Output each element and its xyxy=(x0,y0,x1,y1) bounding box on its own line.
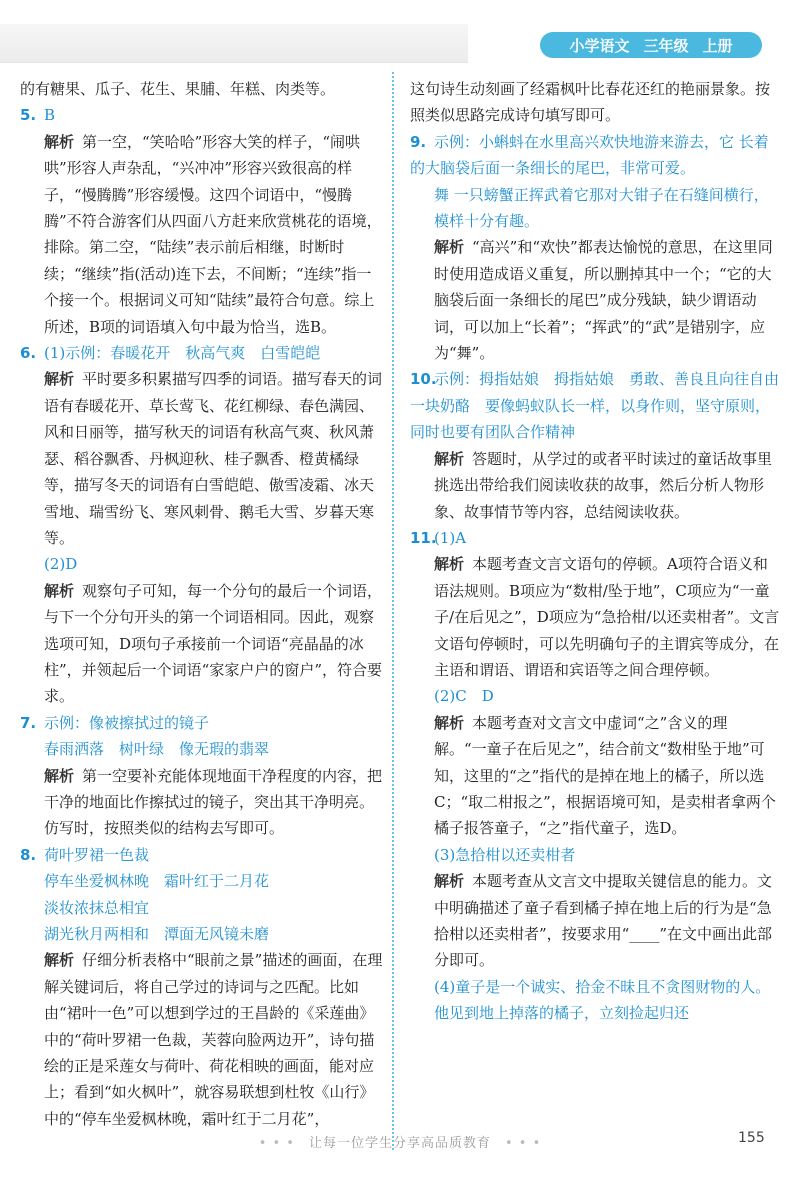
question-answer xyxy=(410,129,780,182)
analysis-label: 解析 xyxy=(434,872,465,891)
analysis-paragraph xyxy=(20,366,384,551)
page-number: 155 xyxy=(738,1130,765,1146)
answer-text: (1)A xyxy=(434,528,467,547)
answer-line: 停车坐爱枫林晚 霜叶红于二月花 xyxy=(44,872,270,891)
analysis-label: 解析 xyxy=(434,555,465,574)
question-answer xyxy=(410,366,795,445)
question-number: 8. xyxy=(20,845,37,864)
question-number: 9. xyxy=(410,132,427,151)
question-answer xyxy=(410,525,780,551)
question-number: 6. xyxy=(20,344,37,363)
analysis-paragraph xyxy=(410,446,780,525)
analysis-text: 本题考查文言文语句的停顿。A项符合语义和语法规则。B项应为“数柑/坠于地”，C项应为“一童子/在后见之”，D项应为“急拾柑/以还卖柑者”。文言文语句停顿时，可以先明确句子的主谓宾等成分，在主语和谓语、谓语和宾语等之间合理停顿。 xyxy=(434,555,780,679)
analysis-text: 第一空要补充能体现地面干净程度的内容，把干净的地面比作擦拭过的镜子，突出其干净明亮。仿写时，按照类似的结构去写即可。 xyxy=(44,766,383,838)
question-number: 10. xyxy=(410,370,437,389)
analysis-paragraph xyxy=(20,578,384,710)
question-answer xyxy=(20,102,384,128)
text-paragraph: 这句诗生动刻画了经霜枫叶比春花还红的艳丽景象。按照类似思路完成诗句填写即可。 xyxy=(410,80,771,125)
header-band xyxy=(0,24,468,63)
badge-volume: 上册 xyxy=(702,36,733,55)
answer-text: 示例：像被擦拭过的镜子 xyxy=(44,713,210,732)
question-answer xyxy=(20,710,384,736)
left-column xyxy=(20,76,384,1132)
analysis-label: 解析 xyxy=(434,449,465,468)
analysis-paragraph xyxy=(410,710,780,842)
analysis-text: 观察句子可知，每一个分句的最后一个词语，与下一个分句开头的第一个词语相同。因此，观察选项可知，D项句子承接前一个词语“亮晶晶的冰柱”，并领起后一个词语“家家户户的窗户”，符合要求。 xyxy=(44,581,383,706)
answer-line: (2)C D xyxy=(434,687,494,706)
column-divider xyxy=(392,72,394,1150)
answer-line: 春雨洒落 树叶绿 像无瑕的翡翠 xyxy=(44,740,270,759)
analysis-text: 本题考查从文言文中提取关键信息的能力。文中明确描述了童子看到橘子掉在地上后的行为是“急拾柑以还卖柑者”，按要求用“____”在文中画出此部分即可。 xyxy=(434,872,773,970)
analysis-paragraph xyxy=(20,763,384,842)
analysis-paragraph xyxy=(20,947,384,1132)
analysis-label: 解析 xyxy=(44,370,75,389)
question-answer xyxy=(20,340,384,366)
badge-grade: 三年级 xyxy=(643,36,689,55)
answer-text: B xyxy=(44,106,56,125)
badge-subject: 小学语文 xyxy=(569,36,630,55)
book-badge xyxy=(540,32,762,58)
analysis-label: 解析 xyxy=(44,951,75,970)
answer-text: 示例：拇指姑娘 拇指姑娘 勇敢、善良且向往自由 一块奶酪 要像蚂蚁队长一样，以身作则，坚守原则，同时也要有团队合作精神 xyxy=(410,370,795,442)
answer-line: (3)急拾柑以还卖柑者 xyxy=(434,845,576,864)
footer-slogan: 让每一位学生分享高品质教育 xyxy=(308,1136,491,1151)
footer-dots-left: • • • xyxy=(258,1136,295,1151)
analysis-label: 解析 xyxy=(44,766,75,785)
analysis-label: 解析 xyxy=(44,132,75,151)
analysis-label: 解析 xyxy=(434,238,465,257)
right-column xyxy=(410,76,795,1027)
answer-line: (2)D xyxy=(44,555,78,574)
question-number: 7. xyxy=(20,713,37,732)
answer-text: 荷叶罗裙一色裁 xyxy=(44,845,150,864)
analysis-text: 本题考查对文言文中虚词“之”含义的理解。“一童子在后见之”，结合前文“数柑坠于地”可知，这里的“之”指代的是掉在地上的橘子，所以选C；“取二柑报之”，根据语境可知，是卖柑者拿两个橘子报答童子，“之”指代童子，选D。 xyxy=(434,713,776,838)
analysis-text: 仔细分析表格中“眼前之景”描述的画面，在理解关键词后，将自己学过的诗词与之匹配。比如由“裙叶一色”可以想到学过的王昌龄的《采莲曲》中的“荷叶罗裙一色裁，芙蓉向脸两边开”，诗句描绘的正是采莲女与荷叶、荷花相映的画面，能对应上；看到“如火枫叶”，就容易联想到杜牧《山行》中的“停车坐爱枫林晚，霜叶红于二月花”， xyxy=(44,951,383,1128)
text-paragraph: 的有糖果、瓜子、花生、果脯、年糕、肉类等。 xyxy=(20,80,336,98)
question-answer xyxy=(20,842,384,868)
answer-line: 淡妆浓抹总相宜 xyxy=(44,898,150,917)
analysis-text: 平时要多积累描写四季的词语。描写春天的词语有春暖花开、草长莺飞、花红柳绿、春色满园、风和日丽等，描写秋天的词语有秋高气爽、秋风萧瑟、稻谷飘香、丹枫迎秋、桂子飘香、橙黄橘绿等，描写冬天的词语有白雪皑皑、傲雪凌霜、冰天雪地、瑞雪纷飞、寒风刺骨、鹅毛大雪、岁暮天寒等。 xyxy=(44,370,383,547)
analysis-text: “高兴”和“欢快”都表达愉悦的意思，在这里同时使用造成语义重复，所以删掉其中一个；“它的大脑袋后面一条细长的尾巴”成分残缺，缺少谓语动词，可以加上“长着”；“挥武”的“武”是错别字，应为“舞”。 xyxy=(434,238,773,363)
answer-line: 湖光秋月两相和 潭面无风镜未磨 xyxy=(44,925,270,943)
answer-text: (1)示例：春暖花开 秋高气爽 白雪皑皑 xyxy=(44,344,321,363)
analysis-label: 解析 xyxy=(434,713,465,732)
footer xyxy=(0,1132,800,1151)
analysis-label: 解析 xyxy=(44,581,75,600)
question-number: 5. xyxy=(20,106,37,125)
answer-text: 示例：小蝌蚪在水里高兴欢快地游来游去，它 长着 的大脑袋后面一条细长的尾巴，非常可爱。 xyxy=(410,132,769,178)
analysis-paragraph xyxy=(20,129,384,340)
analysis-text: 答题时，从学过的或者平时读过的童话故事里挑选出带给我们阅读收获的故事，然后分析人物形象、故事情节等内容，总结阅读收获。 xyxy=(434,449,773,521)
answer-line: 舞 一只螃蟹正挥武着它那对大钳子在石缝间横行，模样十分有趣。 xyxy=(434,185,769,231)
question-number: 11. xyxy=(410,528,437,547)
analysis-paragraph xyxy=(410,868,780,974)
analysis-text: 第一空，“笑哈哈”形容大笑的样子，“闹哄哄”形容人声杂乱，“兴冲冲”形容兴致很高的样子，“慢腾腾”形容缓慢。这四个词语中，“慢腾腾”不符合游客们从四面八方赶来欣赏桃花的语境，排除。第二空，“陆续”表示前后相继，时断时续；“继续”指(活动)连下去，不间断；“连续”指一个接一个。根据词义可知“陆续”最符合句意。综上所述，B项的词语填入句中最为恰当，选B。 xyxy=(44,132,382,336)
footer-dots-right: • • • xyxy=(505,1136,542,1151)
answer-line: (4)童子是一个诚实、拾金不昧且不贪图财物的人。他见到地上掉落的橘子，立刻捡起归还 xyxy=(434,977,771,1023)
analysis-paragraph xyxy=(410,551,780,683)
analysis-paragraph xyxy=(410,234,780,366)
